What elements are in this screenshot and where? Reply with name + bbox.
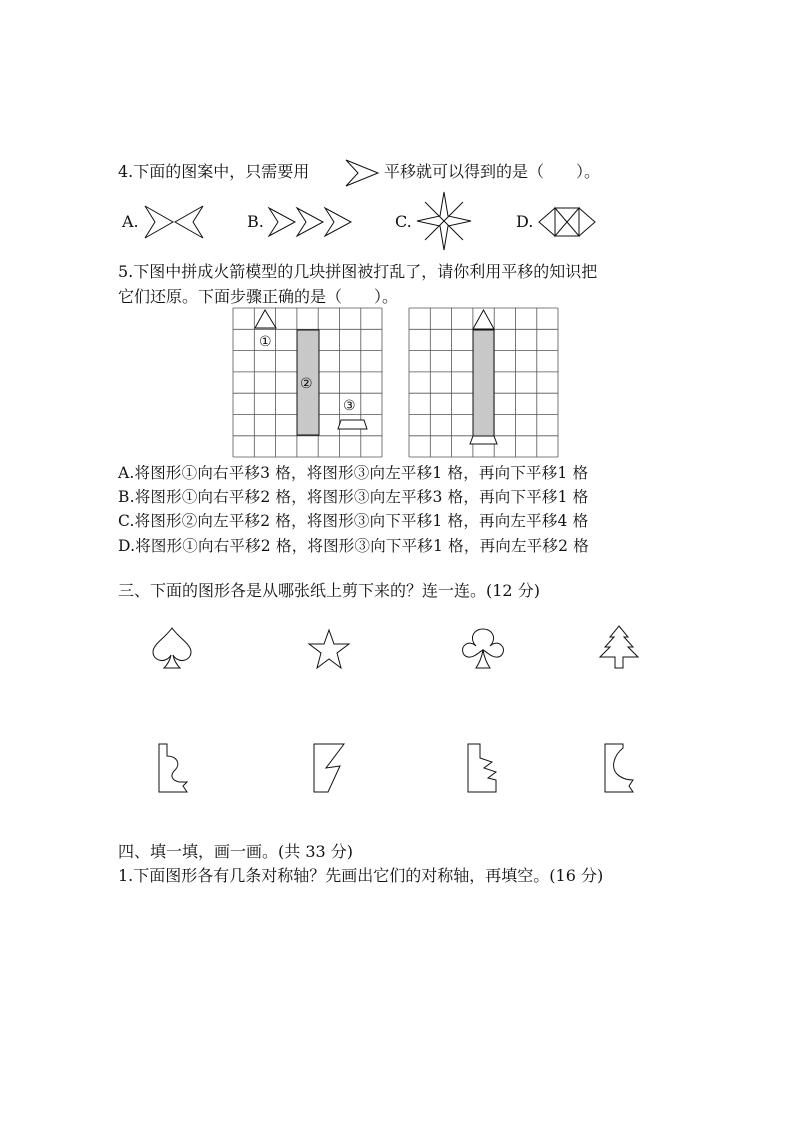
q5-line2: 它们还原。下面步骤正确的是（ ）。 — [118, 287, 399, 306]
q5-line1: 5.下图中拼成火箭模型的几块拼图被打乱了，请你利用平移的知识把 — [118, 262, 598, 281]
q4-option-d-label: D. — [516, 212, 534, 231]
q4-option-c-label: C. — [395, 212, 412, 231]
q5-option-b: B.将图形①向右平移2 格，将图形③向左平移3 格，再向下平移1 格 — [118, 488, 589, 506]
grid-label-2 — [300, 376, 313, 392]
grid-label-3 — [343, 398, 356, 414]
option-a-figure — [143, 204, 205, 240]
chevron-shape-icon — [344, 158, 380, 188]
svg-text:③: ③ — [343, 398, 356, 414]
assembled-rocket-grid — [409, 308, 562, 458]
section3-title: 三、下面的图形各是从哪张纸上剪下来的？连一连。(12 分) — [118, 581, 540, 600]
star-icon — [307, 628, 351, 670]
option-b-figure — [268, 206, 356, 238]
paper-piece-d — [603, 742, 637, 794]
q4-prefix: 4.下面的图案中，只需要用 — [118, 162, 310, 181]
club-icon — [460, 626, 506, 670]
piece-3-base — [338, 420, 367, 429]
grid-label-1 — [259, 334, 272, 350]
q4-suffix: 平移就可以得到的是（ ）。 — [384, 162, 601, 181]
section4-title: 四、填一填，画一画。(共 33 分) — [118, 842, 354, 861]
piece-1-triangle — [255, 310, 276, 328]
q5-option-c: C.将图形②向左平移2 格，将图形③向下平移1 格，再向左平移4 格 — [118, 512, 589, 530]
svg-text:①: ① — [259, 334, 272, 350]
paper-piece-b — [312, 742, 346, 794]
spade-icon — [151, 626, 193, 670]
q4-option-b-label: B. — [247, 212, 264, 231]
svg-text:②: ② — [300, 376, 313, 392]
option-c-figure — [415, 190, 473, 252]
section4-q1: 1.下面图形各有几条对称轴？先画出它们的对称轴，再填空。(16 分) — [118, 866, 604, 885]
paper-piece-a — [157, 742, 191, 794]
tree-icon — [596, 624, 642, 670]
q5-option-a: A.将图形①向右平移3 格，将图形③向左平移1 格，再向下平移1 格 — [118, 464, 589, 482]
q4-option-a-label: A. — [122, 212, 139, 231]
scrambled-rocket-grid — [233, 308, 386, 458]
option-d-figure — [537, 206, 597, 238]
paper-piece-c — [466, 742, 500, 794]
q5-option-d: D.将图形①向右平移2 格，将图形③向下平移1 格，再向左平移2 格 — [118, 537, 589, 555]
